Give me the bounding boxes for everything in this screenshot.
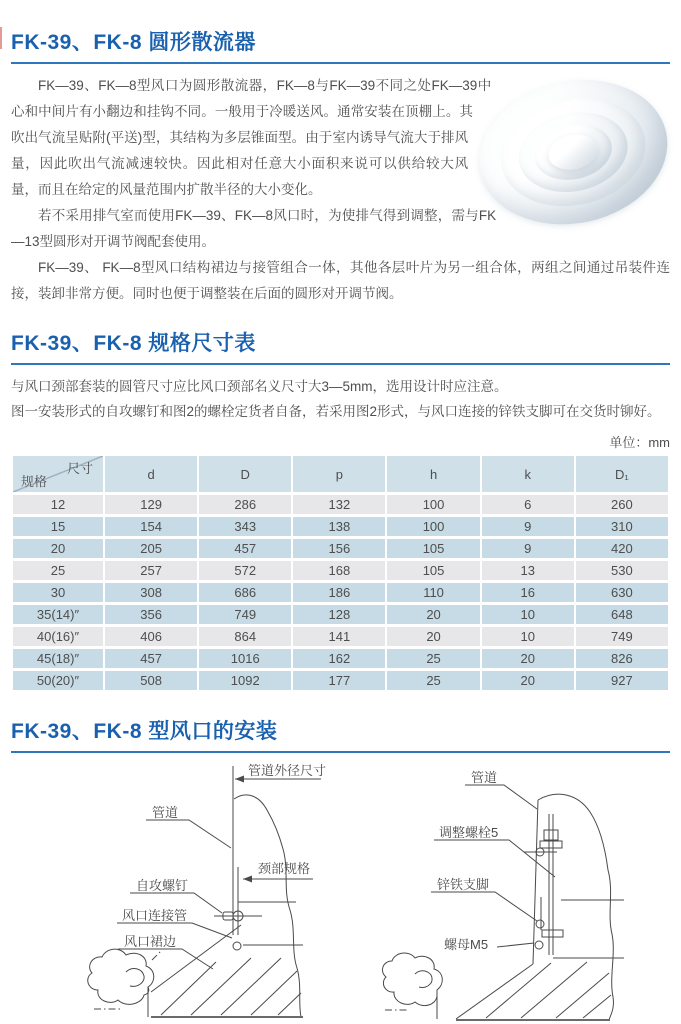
diffuser-photo bbox=[478, 75, 670, 227]
spec-cell: 20 bbox=[13, 539, 103, 558]
installation-title: FK-39、FK-8 型风口的安装 bbox=[11, 720, 278, 743]
corner-header-cell bbox=[13, 456, 103, 492]
table-row bbox=[13, 539, 668, 558]
col-header-d: d bbox=[105, 456, 197, 492]
diffuser-rings bbox=[464, 57, 681, 246]
value-cell: 749 bbox=[199, 605, 291, 624]
spec-notes bbox=[11, 374, 670, 424]
spec-cell: 25 bbox=[13, 561, 103, 580]
value-cell: 132 bbox=[293, 495, 385, 514]
value-cell: 154 bbox=[105, 517, 197, 536]
value-cell: 9 bbox=[482, 539, 574, 558]
table-row bbox=[13, 517, 668, 536]
fig1-label-neck: 颈部规格 bbox=[258, 861, 311, 876]
paragraph: FK—39、 FK—8型风口结构裙边与接管组合一体，其他各层叶片为另一组合体，两组之间通过吊装件连接，装卸非常方便。同时也便于调整装在后面的圆形对开调节阀。 bbox=[11, 260, 670, 301]
table-row bbox=[13, 561, 668, 580]
value-cell: 105 bbox=[387, 539, 479, 558]
page-title: FK-39、FK-8 圆形散流器 bbox=[11, 31, 256, 54]
value-cell: 1092 bbox=[199, 671, 291, 690]
spec-table bbox=[11, 453, 670, 693]
title-rule bbox=[11, 751, 670, 753]
value-cell: 100 bbox=[387, 517, 479, 536]
fig2-label-duct: 管道 bbox=[471, 770, 498, 785]
table-row bbox=[13, 605, 668, 624]
title-rule bbox=[11, 62, 670, 64]
value-cell: 10 bbox=[482, 605, 574, 624]
value-cell: 105 bbox=[387, 561, 479, 580]
value-cell: 927 bbox=[576, 671, 668, 690]
paragraph: FK—39、FK—8型风口为圆形散流器，FK—8与FK—39不同之处FK—39中心和中间片有小翻边和挂钩不同。一般用于冷暖送风。通常安装在顶棚上。其吹出气流呈贴附(平送)型，其结构为多层锥面型。由于室内诱导气流大于排风量，因此吹出气流减速较快。因此相对任意大小面积来说可以供给较大风量，而且在给定的风量范围内扩散半径的大小变化。 bbox=[11, 78, 492, 197]
col-header-D: D bbox=[199, 456, 291, 492]
value-cell: 9 bbox=[482, 517, 574, 536]
value-cell: 1016 bbox=[199, 649, 291, 668]
spec-cell: 35(14)″ bbox=[13, 605, 103, 624]
note-line: 图一安装形式的自攻螺钉和图2的螺栓定货者自备，若采用图2形式，与风口连接的锌铁支脚可在交货时铆好。 bbox=[11, 404, 661, 419]
table-row bbox=[13, 649, 668, 668]
fig1-label-screw: 自攻螺钉 bbox=[136, 878, 189, 893]
spec-cell: 15 bbox=[13, 517, 103, 536]
value-cell: 13 bbox=[482, 561, 574, 580]
spec-table-title: FK-39、FK-8 规格尺寸表 bbox=[11, 332, 256, 355]
value-cell: 826 bbox=[576, 649, 668, 668]
table-row bbox=[13, 583, 668, 602]
value-cell: 286 bbox=[199, 495, 291, 514]
value-cell: 20 bbox=[482, 649, 574, 668]
value-cell: 749 bbox=[576, 627, 668, 646]
value-cell: 530 bbox=[576, 561, 668, 580]
table-row bbox=[13, 627, 668, 646]
value-cell: 6 bbox=[482, 495, 574, 514]
value-cell: 186 bbox=[293, 583, 385, 602]
value-cell: 260 bbox=[576, 495, 668, 514]
fig1-label-connector: 风口连接管 bbox=[122, 908, 188, 923]
value-cell: 508 bbox=[105, 671, 197, 690]
value-cell: 177 bbox=[293, 671, 385, 690]
fig1-label-dim-outer: 管道外径尺寸 bbox=[248, 763, 327, 778]
value-cell: 420 bbox=[576, 539, 668, 558]
overview-text bbox=[11, 73, 670, 307]
value-cell: 457 bbox=[105, 649, 197, 668]
section-installation bbox=[11, 715, 670, 1024]
spec-cell: 40(16)″ bbox=[13, 627, 103, 646]
value-cell: 310 bbox=[576, 517, 668, 536]
spec-cell: 45(18)″ bbox=[13, 649, 103, 668]
paragraph: 若不采用排气室而使用FK—39、FK—8风口时，为使排气得到调整，需与FK—13型圆形对开调节阀配套使用。 bbox=[11, 208, 497, 249]
col-header-D1: D₁ bbox=[576, 456, 668, 492]
fig1-label-duct: 管道 bbox=[152, 805, 179, 820]
col-header-h: h bbox=[387, 456, 479, 492]
page-edge-mark bbox=[0, 27, 2, 49]
value-cell: 128 bbox=[293, 605, 385, 624]
table-header-row bbox=[13, 456, 668, 492]
value-cell: 343 bbox=[199, 517, 291, 536]
value-cell: 205 bbox=[105, 539, 197, 558]
value-cell: 25 bbox=[387, 649, 479, 668]
value-cell: 572 bbox=[199, 561, 291, 580]
value-cell: 141 bbox=[293, 627, 385, 646]
fig2-label-leg: 锌铁支脚 bbox=[437, 877, 490, 892]
value-cell: 100 bbox=[387, 495, 479, 514]
value-cell: 10 bbox=[482, 627, 574, 646]
value-cell: 162 bbox=[293, 649, 385, 668]
value-cell: 630 bbox=[576, 583, 668, 602]
fig2-label-nut: 螺母M5 bbox=[444, 937, 489, 952]
fig2-label-bolt: 调整螺栓5 bbox=[439, 825, 499, 840]
corner-label-spec: 规格 bbox=[21, 474, 48, 489]
value-cell: 138 bbox=[293, 517, 385, 536]
col-header-k: k bbox=[482, 456, 574, 492]
installation-figure-1 bbox=[66, 762, 401, 1024]
section-overview bbox=[11, 26, 670, 307]
value-cell: 129 bbox=[105, 495, 197, 514]
section-spec-table bbox=[11, 327, 670, 693]
value-cell: 457 bbox=[199, 539, 291, 558]
value-cell: 356 bbox=[105, 605, 197, 624]
col-header-p: p bbox=[293, 456, 385, 492]
value-cell: 864 bbox=[199, 627, 291, 646]
value-cell: 257 bbox=[105, 561, 197, 580]
value-cell: 110 bbox=[387, 583, 479, 602]
installation-figure-2 bbox=[381, 762, 681, 1024]
value-cell: 20 bbox=[387, 605, 479, 624]
installation-figures bbox=[11, 762, 670, 1024]
value-cell: 406 bbox=[105, 627, 197, 646]
value-cell: 25 bbox=[387, 671, 479, 690]
spec-cell: 50(20)″ bbox=[13, 671, 103, 690]
value-cell: 20 bbox=[482, 671, 574, 690]
unit-label: 单位：mm bbox=[609, 435, 670, 450]
title-rule bbox=[11, 363, 670, 365]
corner-label-size: 尺寸 bbox=[67, 461, 94, 476]
value-cell: 308 bbox=[105, 583, 197, 602]
spec-cell: 30 bbox=[13, 583, 103, 602]
value-cell: 156 bbox=[293, 539, 385, 558]
value-cell: 686 bbox=[199, 583, 291, 602]
value-cell: 20 bbox=[387, 627, 479, 646]
fig1-label-skirt: 风口裙边 bbox=[124, 934, 177, 949]
value-cell: 168 bbox=[293, 561, 385, 580]
spec-cell: 12 bbox=[13, 495, 103, 514]
table-row bbox=[13, 671, 668, 690]
value-cell: 648 bbox=[576, 605, 668, 624]
note-line: 与风口颈部套装的圆管尺寸应比风口颈部名义尺寸大3—5mm，选用设计时应注意。 bbox=[11, 379, 508, 394]
table-row bbox=[13, 495, 668, 514]
value-cell: 16 bbox=[482, 583, 574, 602]
